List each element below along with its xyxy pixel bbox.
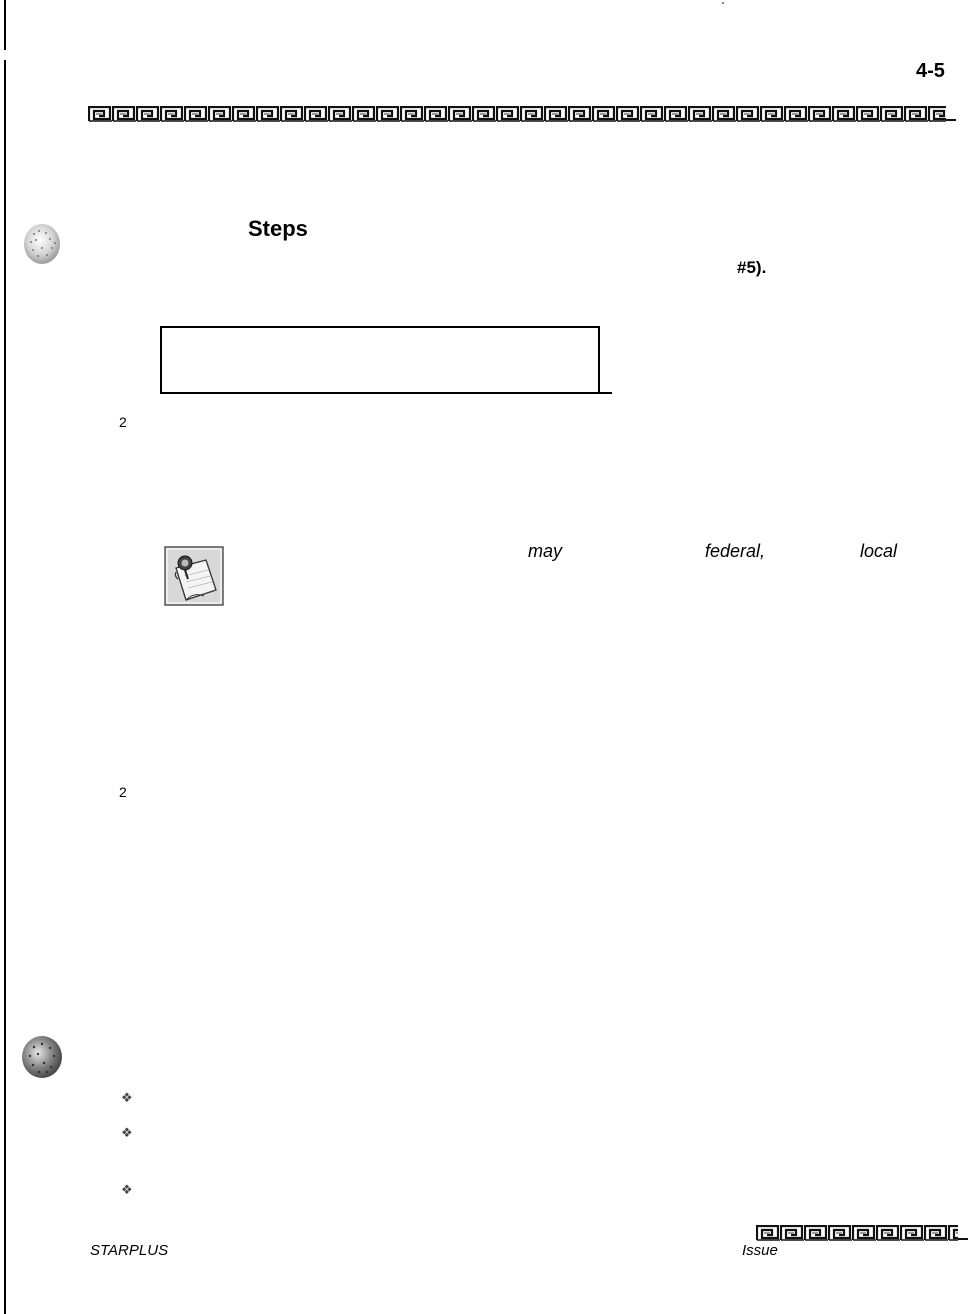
margin-rule-top [4,0,6,50]
page-number: 4-5 [916,60,945,82]
globe-icon [22,222,62,266]
bullet-diamond: ❖ [121,1125,133,1140]
bullet-diamond: ❖ [121,1182,133,1197]
footer-issue: Issue [742,1242,778,1259]
step-marker: 2 [119,784,127,800]
step-marker: 2 [119,414,127,430]
section-heading: Steps [248,216,308,241]
display-box [160,326,600,394]
reference-fragment: #5). [737,258,767,277]
scan-speck [722,2,724,4]
margin-rule [4,60,6,1314]
note-word-federal: federal, [705,541,766,561]
note-word-local: local [860,541,898,561]
note-pin-icon [164,546,224,606]
note-word-may: may [528,541,563,561]
greek-key-footer-band [756,1225,968,1241]
footer-product-name: STARPLUS [90,1242,169,1259]
greek-key-header-band [88,106,956,122]
bullet-diamond: ❖ [121,1090,133,1105]
globe-icon [20,1034,64,1080]
display-box-underline [160,392,612,394]
